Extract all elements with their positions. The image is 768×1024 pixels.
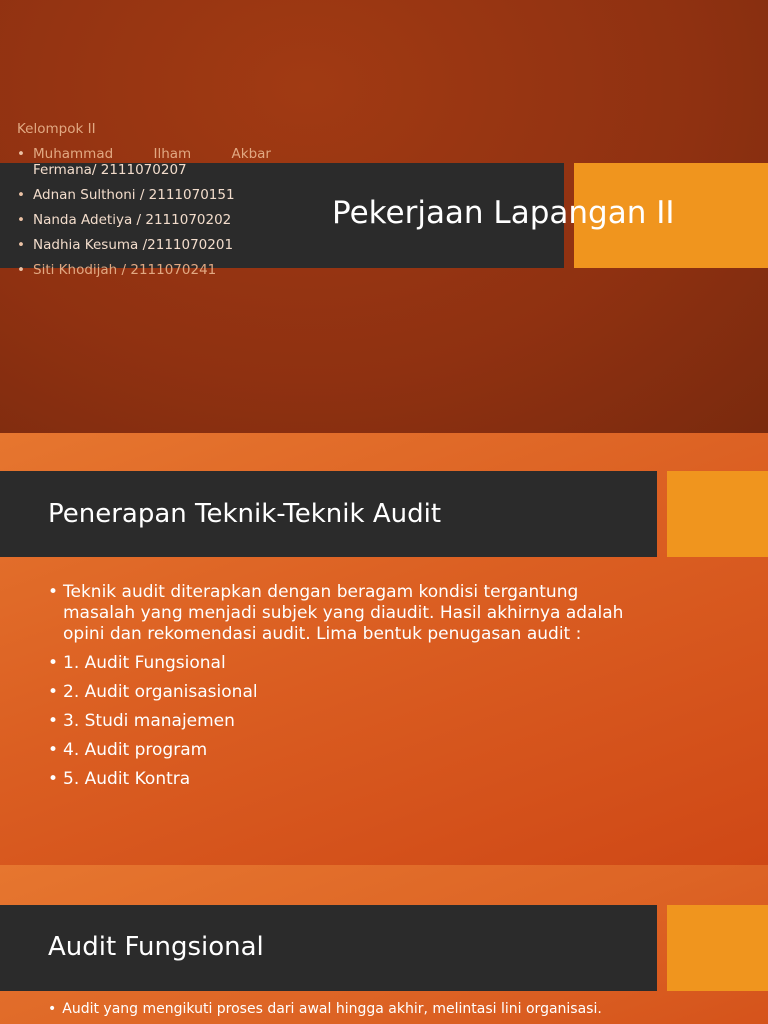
bullet-item: • 4. Audit program [48, 740, 648, 761]
member-name-part: Akbar [231, 146, 271, 162]
content-slide [0, 433, 768, 865]
member-item: • Siti Khodijah / 2111070241 [17, 262, 271, 278]
member-name-part: Ilham [153, 146, 192, 162]
member-line2: Fermana/ 2111070207 [33, 162, 187, 178]
bullet-item: • 1. Audit Fungsional [48, 653, 648, 674]
bullet-item [48, 1001, 748, 1017]
member-item [17, 146, 271, 178]
bullet-list [48, 582, 648, 798]
member-item: • Nadhia Kesuma /2111070201 [17, 237, 271, 253]
member-item: • Adnan Sulthoni / 2111070151 [17, 187, 271, 203]
slide-title: Audit Fungsional [48, 932, 264, 962]
bullet-icon: • [48, 1001, 57, 1017]
accent-square [667, 905, 768, 991]
slide-title: Penerapan Teknik-Teknik Audit [48, 499, 442, 529]
slide-title: Pekerjaan Lapangan II [332, 195, 675, 231]
accent-square [667, 471, 768, 557]
bullet-item: • Teknik audit diterapkan dengan beragam kondisi tergantung masalah yang menjadi subjek yang diaudit. Hasil akhirnya adalah opini dan rekomendasi audit. Lima bentuk penugasan audit : [48, 582, 648, 645]
title-slide [0, 0, 768, 433]
content-slide [0, 865, 768, 1024]
member-name-part: • Muhammad [33, 146, 114, 162]
bullet-item: • 2. Audit organisasional [48, 682, 648, 703]
member-item: • Nanda Adetiya / 2111070202 [17, 212, 271, 228]
bullet-item: • 3. Studi manajemen [48, 711, 648, 732]
bullet-text: Audit yang mengikuti proses dari awal hingga akhir, melintasi lini organisasi. [62, 1001, 602, 1017]
bullet-item: • 5. Audit Kontra [48, 769, 648, 790]
group-members [17, 121, 271, 287]
group-label: Kelompok II [17, 121, 96, 137]
